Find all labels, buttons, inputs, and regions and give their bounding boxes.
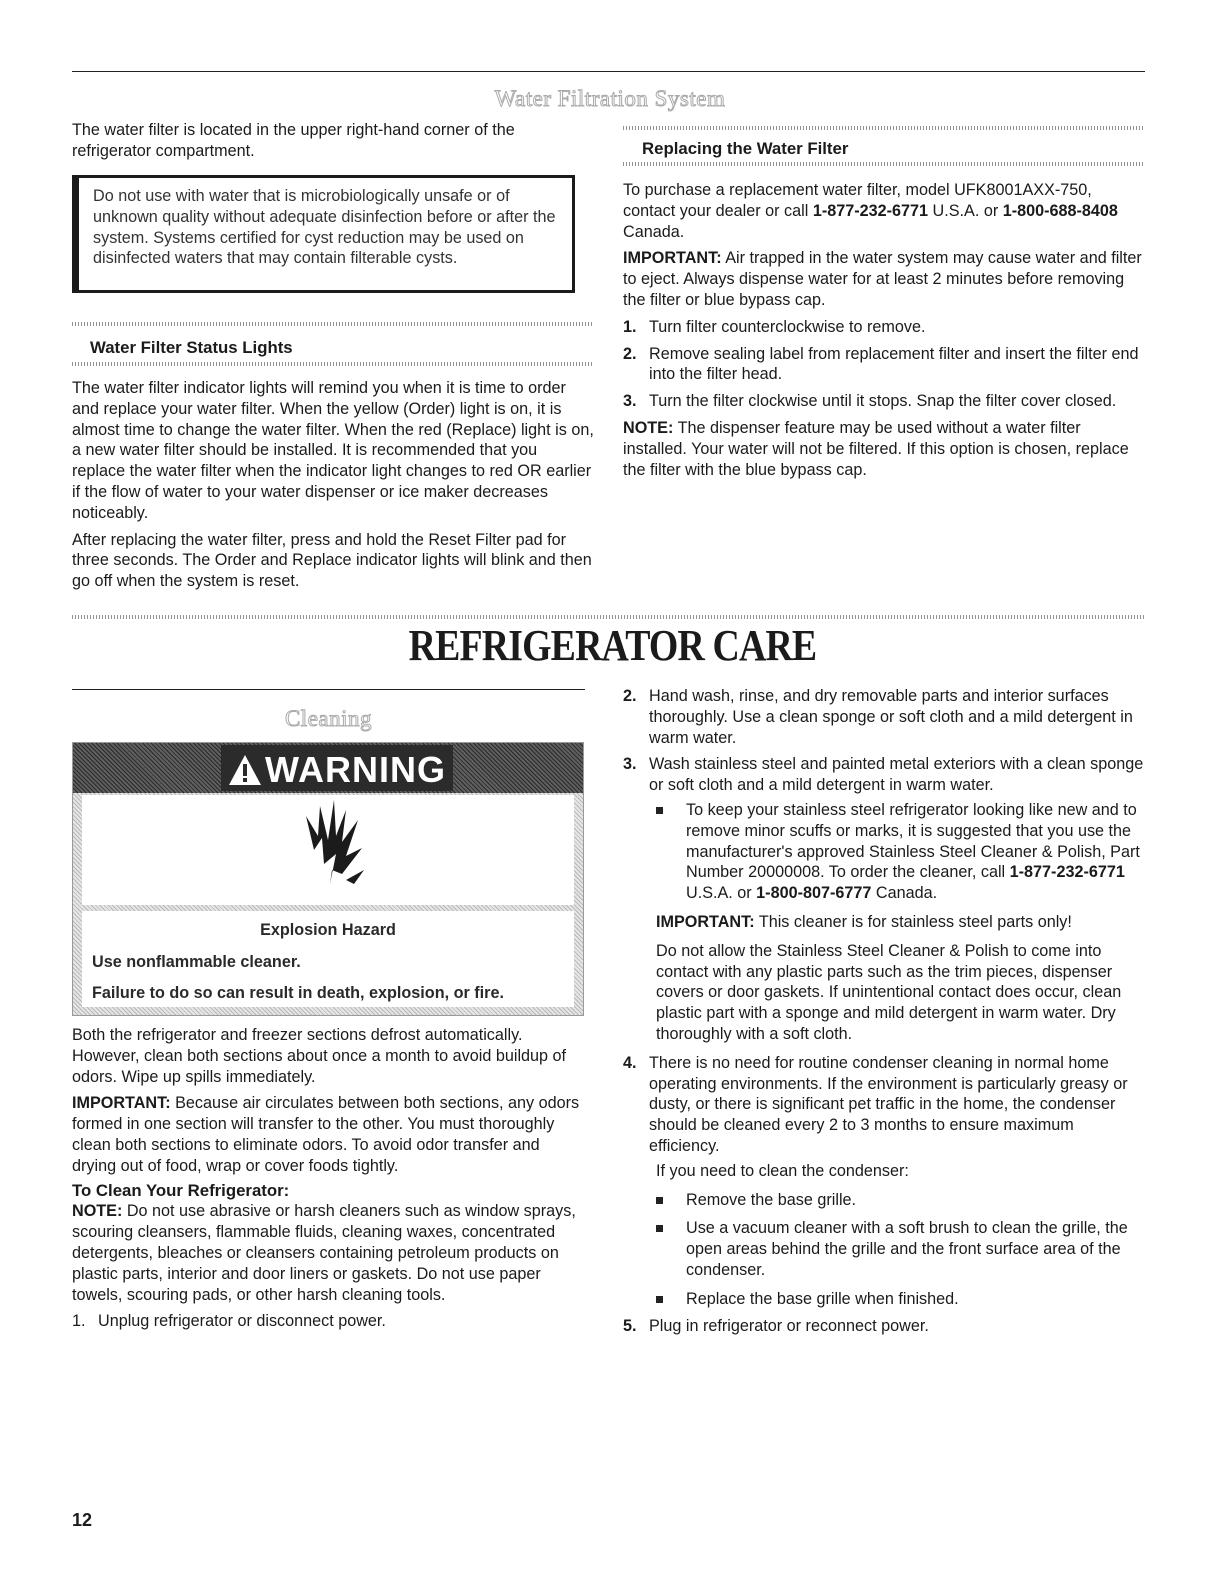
step-text: Unplug refrigerator or disconnect power. (98, 1312, 386, 1331)
step-number: 2. (623, 687, 637, 705)
replacing-filter-body (623, 180, 1145, 480)
phone-us: 1-877-232-6771 (812, 201, 929, 220)
step-text: Turn the filter clockwise until it stops. Snap the filter cover closed. (649, 392, 1117, 411)
reset-filter-paragraph: After replacing the water filter, press and hold the Reset Filter pad for three seconds. The Order and Replace indicator lights will blink and then go off when the system is reset. (72, 530, 592, 591)
bullet-item: Replace the base grille when finished. (656, 1289, 1145, 1310)
note-label: NOTE: (623, 418, 674, 437)
bullet-item: Remove the base grille. (656, 1190, 1145, 1211)
warning-header-label (227, 749, 446, 791)
cleaning-step (623, 686, 1145, 748)
step-number: 5. (623, 1316, 637, 1335)
cleaning-note-paragraph (72, 1201, 588, 1305)
hazard-title: Explosion Hazard (260, 921, 396, 939)
important-text: This cleaner is for stainless steel parts only! (754, 912, 1072, 931)
status-lights-paragraph: The water filter indicator lights will remind you when it is time to order and replace your water filter. When the yellow (Order) light is on, it is almost time to change the water filter. When the red (Replace) light is on, a new water filter should be installed. It is recommended that you replace the water filter when the indicator light changes to red OR earlier if the flow of water to your water dispenser or ice maker decreases noticeably. (72, 379, 594, 522)
step-text: Remove sealing label from replacement filter and insert the filter end into the filter head. (649, 344, 1139, 384)
important-text: Because air circulates between both sections, any odors formed in one section will transfer to the other. You must thoroughly clean both sections to eliminate odors. To avoid odor transfer and drying out of food, wrap or cover foods tightly. (72, 1094, 580, 1175)
explosion-warning-box (72, 742, 584, 1016)
page-number: 12 (72, 1510, 93, 1530)
note-text: The dispenser feature may be used without a water filter installed. Your water will not be filtered. If this option is chosen, replace the filter with the blue bypass cap. (623, 418, 1129, 479)
bullet-text: To keep your stainless steel refrigerator looking like new and to remove minor scuffs or marks, it is suggested that you use the manufacturer's approved Stainless Steel Cleaner & Polish, Part Number 20000008. To order the cleaner, call (686, 800, 1140, 882)
note-label: NOTE: (72, 1202, 123, 1221)
dotted-divider (623, 126, 1145, 130)
bullet-text: U.S.A. or (686, 884, 757, 903)
step-number: 4. (623, 1053, 637, 1072)
dotted-divider (72, 362, 592, 366)
purchase-text: Canada. (623, 222, 685, 241)
alert-triangle-icon (227, 753, 263, 787)
warning-header-bar (73, 743, 583, 793)
step-number: 3. (623, 755, 637, 774)
hazard-consequence: Failure to do so can result in death, explosion, or fire. (92, 984, 504, 1002)
important-text: Air trapped in the water system may cause water and filter to eject. Always dispense water for at least 2 minutes before removing the filter or blue bypass cap. (623, 249, 1142, 309)
purchase-text: U.S.A. or (928, 201, 1003, 220)
water-quality-warning-text: Do not use with water that is microbiologically unsafe or of unknown quality without adequate disinfection before or after the system. Systems certified for cyst reduction may be used on disinfected waters that may contain filterable cysts. (93, 187, 556, 268)
dotted-divider (623, 162, 1145, 166)
clean-refrigerator-heading: To Clean Your Refrigerator: (72, 1180, 290, 1200)
dotted-divider (72, 322, 592, 326)
top-rule (72, 71, 1145, 72)
phone-us: 1-877-232-6771 (1009, 863, 1125, 882)
cleaning-step (623, 1316, 1145, 1337)
warning-text-area (82, 911, 574, 1007)
explosion-icon (302, 800, 366, 886)
bullet-item: Use a vacuum cleaner with a soft brush to clean the grille, the open areas behind the grille and the front surface area of the condenser. (656, 1218, 1145, 1280)
cleaning-step (72, 1311, 588, 1332)
filter-location-intro: The water filter is located in the upper right-hand corner of the refrigerator compartment. (72, 121, 515, 160)
cleaning-step (623, 754, 1145, 796)
replace-step (623, 391, 1145, 412)
plastic-contact-paragraph: Do not allow the Stainless Steel Cleaner & Polish to come into contact with any plastic parts such as the trim pieces, dispenser covers or door gaskets. If unintentional contact does occur, clean plastic part with a sponge and mild detergent in warm water. Dry thoroughly with a soft cloth. (656, 941, 1122, 1043)
bullet-item (656, 800, 1145, 904)
step-text: Turn filter counterclockwise to remove. (649, 317, 926, 336)
cleaning-step (623, 1053, 1145, 1157)
step-text: Wash stainless steel and painted metal exteriors with a clean sponge or soft cloth and a mild detergent in warm water. (649, 755, 1144, 795)
replace-step (623, 317, 1145, 338)
warning-icon-area (82, 795, 574, 905)
status-lights-heading: Water Filter Status Lights (90, 338, 293, 357)
step-text: Plug in refrigerator or reconnect power. (649, 1316, 929, 1335)
step-number: 1. (72, 1312, 86, 1331)
cleaning-right-body (623, 686, 1145, 1336)
replace-step (623, 344, 1145, 386)
purchase-paragraph (623, 180, 1145, 242)
condenser-intro: If you need to clean the condenser: (656, 1161, 909, 1180)
section-divider (72, 615, 1145, 619)
bullet-text: Canada. (871, 884, 938, 903)
phone-canada: 1-800-807-6777 (756, 884, 872, 903)
defrost-paragraph: Both the refrigerator and freezer sections defrost automatically. However, clean both sections about once a month to avoid buildup of odors. Wipe up spills immediately. (72, 1026, 567, 1086)
water-filtration-title: Water Filtration System (494, 86, 726, 111)
cleaning-rule (72, 689, 585, 690)
step-number: 3. (623, 392, 637, 411)
warning-label: WARNING (265, 749, 446, 790)
odor-paragraph (72, 1093, 588, 1176)
water-quality-warning-box (72, 175, 575, 293)
important-label: IMPORTANT: (623, 249, 722, 268)
replacing-filter-heading: Replacing the Water Filter (642, 139, 849, 158)
important-label: IMPORTANT: (72, 1094, 171, 1113)
stainless-important-paragraph (656, 912, 1145, 933)
cleaning-left-body (72, 1025, 588, 1332)
step-text: There is no need for routine condenser cleaning in normal home operating environments. If the environment is particularly greasy or dusty, or there is significant pet traffic in the home, the condenser should be cleaned every 2 to 3 months to ensure maximum efficiency. (649, 1053, 1128, 1155)
purchase-text: To purchase a replacement water filter, model UFK8001AXX-750, contact your dealer or call (623, 181, 1092, 220)
hazard-instruction: Use nonflammable cleaner. (92, 953, 301, 971)
note-text: Do not use abrasive or harsh cleaners such as window sprays, scouring cleansers, flammable fluids, cleaning waxes, concentrated detergents, bleaches or cleansers containing petroleum products on plastic parts, interior and door liners or gaskets. Do not use paper towels, scouring pads, or other harsh cleaning tools. (72, 1202, 576, 1304)
step-number: 1. (623, 317, 637, 336)
step-number: 2. (623, 344, 637, 363)
refrigerator-care-title: REFRIGERATOR CARE (408, 621, 817, 670)
important-paragraph (623, 248, 1145, 310)
note-paragraph (623, 418, 1145, 480)
step-text: Hand wash, rinse, and dry removable parts and interior surfaces thoroughly. Use a clean sponge or soft cloth and a mild detergent in warm water. (649, 687, 1133, 747)
cleaning-title: Cleaning (284, 706, 373, 731)
phone-canada: 1-800-688-8408 (1002, 201, 1118, 220)
status-lights-body (72, 378, 594, 592)
important-label: IMPORTANT: (656, 912, 755, 931)
